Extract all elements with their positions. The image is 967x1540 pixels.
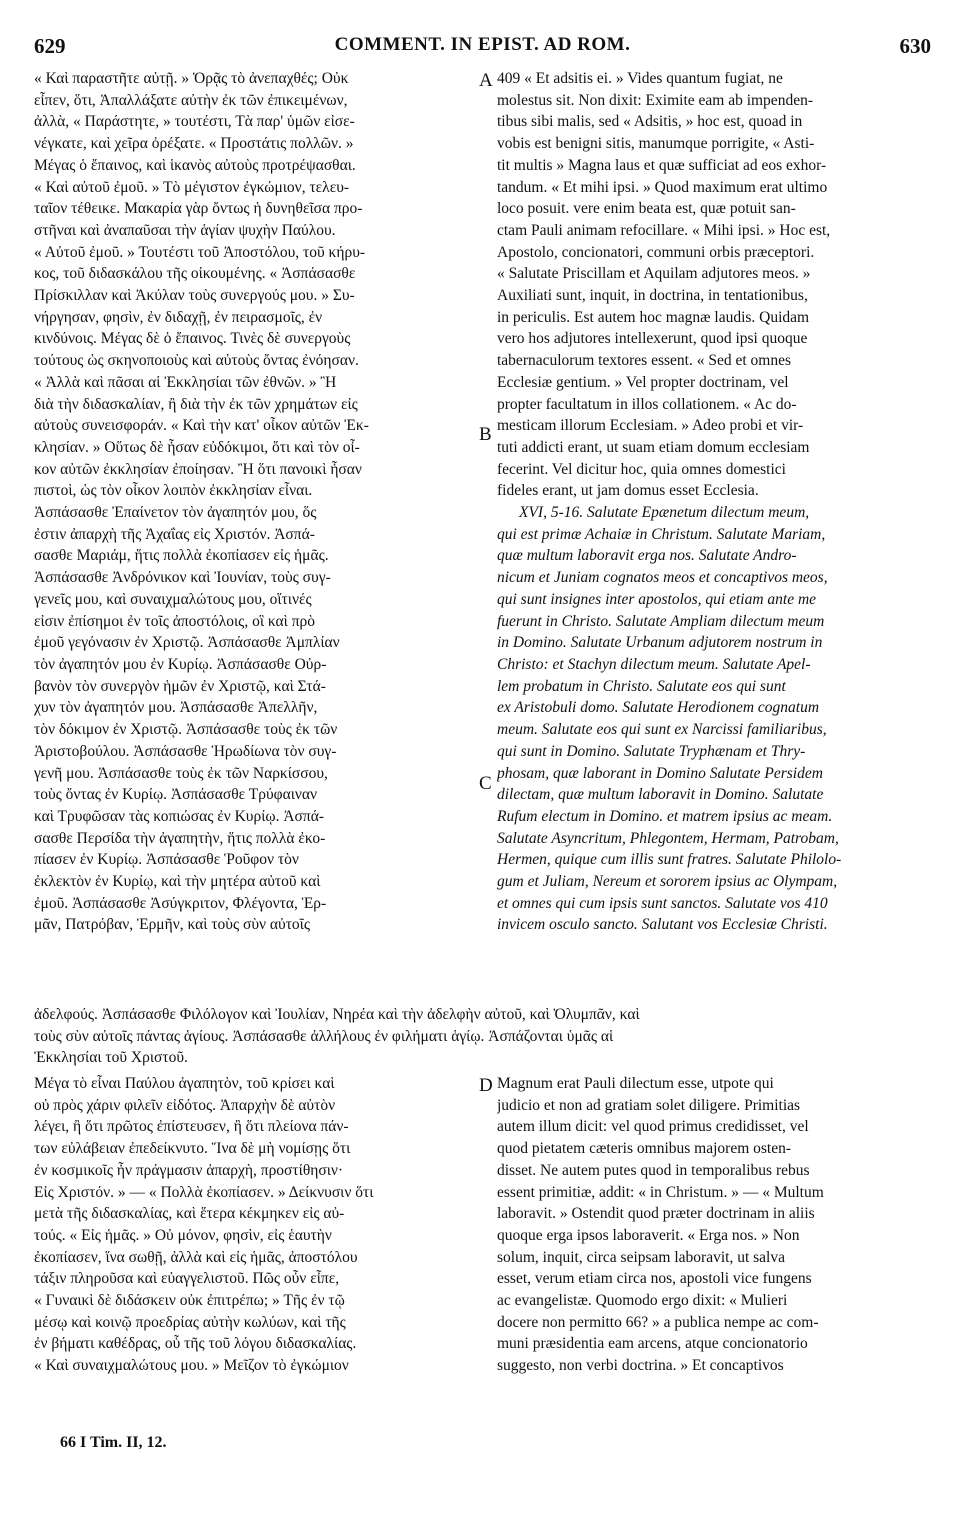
latin-text-line: Auxiliati sunt, inquit, in doctrina, in tentationibus, xyxy=(497,287,808,305)
latin-text-line: Christo: et Stachyn dilectum meum. Salutate Apel- xyxy=(497,655,811,673)
greek-text-line: ἀδελφούς. Ἀσπάσασθε Φιλόλογον καὶ Ἰουλίαν, Νηρέα καὶ τὴν ἀδελφὴν αὐτοῦ, καὶ Ὀλυμπᾶν, καὶ xyxy=(34,1006,640,1023)
greek-text-line: « Αὐτοῦ ἐμοῦ. » Τουτέστι τοῦ Ἀποστόλου, τοῦ κήρυ- xyxy=(34,243,366,261)
latin-text-line: dilectam, quæ multum laboravit in Domino. Salutate xyxy=(497,786,824,804)
greek-text-line: βανὸν τὸν συνεργὸν ἡμῶν ἐν Χριστῷ, καὶ Στά- xyxy=(34,677,326,695)
greek-text-line: των εὐλάβειαν ἐπεδείκνυτο. Ἵνα δὲ μὴ νομίσῃς ὅτι xyxy=(34,1140,351,1158)
greek-text-line: πίασεν ἐν Κυρίῳ. Ἀσπάσασθε Ῥοῦφον τὸν xyxy=(34,851,299,869)
latin-text-line: tit multis » Magna laus et quæ sufficiat ad eos exhor- xyxy=(497,156,827,174)
latin-text-line: qui sunt insignes inter apostolos, qui etiam ante me xyxy=(497,590,817,608)
greek-text-line: στῆναι καὶ ἀναπαῦσαι τὴν ἁγίαν ψυχὴν Παύλου. xyxy=(34,221,336,239)
latin-text-line: Rufum electum in Domino. et matrem ipsius ac meam. xyxy=(497,807,833,825)
latin-text-line: mesticam illorum Ecclesiam. » Adeo probi et vir- xyxy=(497,417,804,435)
latin-text-line: disset. Ne autem putes quod in temporalibus rebus xyxy=(497,1161,810,1179)
section-marker-a: A xyxy=(479,70,493,91)
greek-text-line: αὐτοὺς συνεισφοράν. « Καὶ τὴν κατ' οἶκον αὐτῶν Ἐκ- xyxy=(34,417,369,435)
greek-text-line: γενῆ μου. Ἀσπάσασθε τοὺς ἐκ τῶν Ναρκίσσου, xyxy=(34,764,328,782)
latin-text-line: vobis est benigni sitis, manumque porrigite, « Asti- xyxy=(497,135,815,153)
latin-text-line: solum, inquit, circa seipsam laboravit, ut salva xyxy=(497,1248,785,1266)
greek-text-line: μετὰ τῆς διδασκαλίας, καὶ ἕτερα κέκμηκεν εἰς αὐ- xyxy=(34,1205,345,1223)
greek-text-line: κλησίαν. » Οὕτως δὲ ἦσαν εὐδόκιμοι, ὅτι καὶ τὸν οἶ- xyxy=(34,438,360,456)
latin-text-line: 409 « Et adsitis ei. » Vides quantum fugiat, ne xyxy=(497,70,783,87)
latin-text-line: qui est primæ Achaiæ in Christum. Salutate Mariam, xyxy=(497,525,826,543)
latin-text-line: Apostolo, concionatori, communi orbis præceptori. xyxy=(497,243,815,261)
latin-text-line: in Domino. Salutate Urbanum adjutorem nostrum in xyxy=(497,634,823,652)
latin-text-line: lem probatum in Christo. Salutate eos qui sunt xyxy=(497,677,786,695)
greek-text-line: ἐμοῦ. Ἀσπάσασθε Ἀσύγκριτον, Φλέγοντα, Ἑρ- xyxy=(34,894,327,912)
section-marker-c: C xyxy=(479,773,492,794)
greek-text-line: ἀλλὰ, « Παράστητε, » τουτέστι, Τὰ παρ' ὑμῶν εἰσε- xyxy=(34,113,355,131)
latin-text-line: fuerunt in Christo. Salutate Ampliam dilectum meum xyxy=(497,612,825,630)
greek-text-line: ἐμοῦ γεγόνασιν ἐν Χριστῷ. Ἀσπάσασθε Ἀμπλίαν xyxy=(34,634,340,652)
latin-text-line: phosam, quæ laborant in Domino Salutate Persidem xyxy=(497,764,823,782)
greek-text-line: ἐν βήματι καθέδρας, οὗ τῆς τοῦ λόγου διδασκαλίας. xyxy=(34,1335,357,1353)
latin-text-line: vero hos adjutores intellexerunt, quod ipsi quoque xyxy=(497,330,808,348)
greek-text-line: νέγκατε, καὶ χεῖρα ὀρέξατε. « Προστάτις πολλῶν. » xyxy=(34,135,354,153)
section-marker-b: B xyxy=(479,424,492,445)
latin-text-line: qui sunt in Domino. Salutate Tryphænam et Thry- xyxy=(497,742,806,760)
greek-text-line: σασθε Μαριάμ, ἥτις πολλὰ ἐκοπίασεν εἰς ἡμᾶς. xyxy=(34,547,329,565)
latin-text-line: nicum et Juniam cognatos meos et concaptivos meos, xyxy=(497,569,828,587)
greek-text-line: πιστοὶ, ὡς τὸν οἶκον λοιπὸν ἐκκλησίαν εἶναι. xyxy=(34,482,313,500)
greek-text-line: χυν τὸν ἀγαπητόν μου. Ἀσπάσασθε Ἀπελλῆν, xyxy=(34,699,318,717)
latin-text-line: tabernaculorum textores essent. « Sed et omnes xyxy=(497,352,791,370)
latin-text-line: esset, verum etiam circa nos, apostoli vice fungens xyxy=(497,1270,812,1288)
greek-text-line: Ἐκκλησίαι τοῦ Χριστοῦ. xyxy=(34,1049,188,1067)
greek-text-line: Εἰς Χριστόν. » — « Πολλὰ ἐκοπίασεν. » Δείκνυσιν ὅτι xyxy=(34,1183,374,1201)
latin-text-line: invicem osculo sancto. Salutant vos Ecclesiæ Christi. xyxy=(497,916,828,934)
greek-text-line: Μέγας ὁ ἔπαινος, καὶ ἱκανὸς αὐτοὺς προτρέψασθαι. xyxy=(34,156,356,174)
latin-text-line: meum. Salutate eos qui sunt ex Narcissi familiaribus, xyxy=(497,721,827,739)
greek-text-line: γενεῖς μου, καὶ συναιχμαλώτους μου, οἵτινές xyxy=(34,590,312,608)
greek-text-line: κος, τοῦ διδασκάλου τῆς οἰκουμένης. « Ἀσπάσασθε xyxy=(34,265,356,283)
greek-text-line: « Ἀλλὰ καὶ πᾶσαι αἱ Ἐκκλησίαι τῶν ἐθνῶν. » Ἢ xyxy=(34,373,337,391)
greek-text-line: ἐκοπίασεν, ἵνα σωθῇ, ἀλλὰ καὶ εἰς ἡμᾶς, ἀποστόλου xyxy=(34,1248,358,1266)
latin-text-line: Magnum erat Pauli dilectum esse, utpote qui xyxy=(497,1075,774,1092)
latin-text-line: quæ multum laboravit erga nos. Salutate Andro- xyxy=(497,547,797,565)
latin-text-line: XVI, 5-16. Salutate Epænetum dilectum meum, xyxy=(519,504,810,522)
greek-text-line: τοὺς σὺν αὐτοῖς πάντας ἁγίους. Ἀσπάσασθε ἀλλήλους ἐν φιλήματι ἁγίῳ. Ἀσπάζονται ὑμᾶς αἱ xyxy=(34,1027,614,1045)
greek-text-line: « Καὶ αὐτοῦ ἐμοῦ. » Τὸ μέγιστον ἐγκώμιον, τελευ- xyxy=(34,178,350,196)
latin-text-line: laboravit. » Ostendit quod præter doctrinam in aliis xyxy=(497,1205,815,1223)
latin-text-line: ctam Pauli animam refocillare. « Mihi ipsi. » Hoc est, xyxy=(497,221,831,239)
latin-text-line: et omnes qui cum ipsis sunt sanctos. Salutate vos 410 xyxy=(497,894,828,912)
greek-text-line: εἶπεν, ὅτι, Ἀπαλλάξατε αὐτὴν ἐκ τῶν ἐπικειμένων, xyxy=(34,91,348,109)
latin-text-line: autem illum dicit: vel quod primus credidisset, vel xyxy=(497,1118,809,1136)
greek-text-line: ἐν κοσμικοῖς ἦν πράγμασιν ἀπαρχὴ, προστίθησιν· xyxy=(34,1161,344,1179)
greek-text-line: Ἀσπάσασθε Ἀνδρόνικον καὶ Ἰουνίαν, τοὺς συγ- xyxy=(34,569,331,587)
greek-text-line: ἐκλεκτὸν ἐν Κυρίῳ, καὶ τὴν μητέρα αὐτοῦ καὶ xyxy=(34,873,321,891)
greek-text-line: Ἀριστοβούλου. Ἀσπάσασθε Ἡρωδίωνα τὸν συγ- xyxy=(34,742,337,760)
latin-column-bottom xyxy=(497,1073,934,1377)
latin-text-line: docere non permitto 66? » a publica nempe ac com- xyxy=(497,1313,819,1331)
greek-text-line: τούτους ὡς σκηνοποιοὺς καὶ αὐτοὺς ὄντας ἐνόησαν. xyxy=(34,352,359,370)
greek-text-line: οὐ πρὸς χάριν φιλεῖν εἰδότος. Ἀπαρχὴν δὲ αὐτὸν xyxy=(34,1096,336,1114)
latin-text-line: muni præsidentia eam arcens, atque concionatorio xyxy=(497,1335,808,1353)
greek-text-line: νήργησαν, φησὶν, ἐν διδαχῇ, ἐν πειρασμοῖς, ἐν xyxy=(34,308,323,326)
greek-text-line: κον αὐτῶν ἐκκλησίαν ἐποίησαν. Ἢ ὅτι πανοικὶ ἦσαν xyxy=(34,460,362,478)
latin-text-line: Salutate Asyncritum, Phlegontem, Hermam, Patrobam, xyxy=(497,829,839,847)
latin-text-line: ac evangelistæ. Quomodo ergo dixit: « Mulieri xyxy=(497,1292,788,1310)
greek-column-bottom xyxy=(34,1073,479,1377)
greek-text-line: τοὺς ὄντας ἐν Κυρίῳ. Ἀσπάσασθε Τρύφαιναν xyxy=(34,786,318,804)
latin-text-line: Hermen, quique cum illis sunt fratres. Salutate Philolo- xyxy=(497,851,842,869)
greek-text-line: « Καὶ συναιχμαλώτους μου. » Μεῖζον τὸ ἐγκώμιον xyxy=(34,1357,349,1375)
latin-text-line: fecerint. Vel dicitur hoc, quia omnes domestici xyxy=(497,460,786,478)
latin-text-line: quoque erga ipsos laboraverit. « Erga nos. » Non xyxy=(497,1226,800,1244)
latin-text-line: essent primitiæ, addit: « in Christum. » — « Multum xyxy=(497,1183,824,1201)
latin-text-line: judicio et non ad gratiam solet diligere. Primitias xyxy=(497,1096,801,1114)
greek-text-line: ἐστιν ἀπαρχὴ τῆς Ἀχαΐας εἰς Χριστόν. Ἀσπά- xyxy=(34,525,315,543)
latin-text-line: tandum. « Et mihi ipsi. » Quod maximum erat ultimo xyxy=(497,178,828,196)
greek-text-line: λέγει, ἢ ὅτι πρῶτος ἐπίστευσεν, ἢ ὅτι πλείονα πάν- xyxy=(34,1118,349,1136)
footnote: 66 I Tim. II, 12. xyxy=(60,1434,167,1451)
section-marker-d: D xyxy=(479,1075,493,1096)
greek-text-line: τὸν δόκιμον ἐν Χριστῷ. Ἀσπάσασθε τοὺς ἐκ τῶν xyxy=(34,721,338,739)
latin-text-line: suggesto, non verbi doctrina. » Et concaptivos xyxy=(497,1357,784,1375)
latin-text-line: gum et Juliam, Nereum et sororem ipsius ac Olympam, xyxy=(497,873,838,891)
greek-text-line: διὰ τὴν διδασκαλίαν, ἢ διὰ τὴν ἐκ τῶν χρημάτων εἰς xyxy=(34,395,358,413)
right-page-number: 630 xyxy=(899,34,931,58)
latin-text-line: « Salutate Priscillam et Aquilam adjutores meos. » xyxy=(497,265,811,283)
latin-text-line: ex Aristobuli domo. Salutate Herodionem cognatum xyxy=(497,699,820,717)
running-title: COMMENT. IN EPIST. AD ROM. xyxy=(334,34,631,55)
latin-text-line: Ecclesiæ gentium. » Vel propter doctrinam, vel xyxy=(497,373,789,391)
latin-text-line: tuti addicti erant, ut suam etiam domum ecclesiam xyxy=(497,438,810,456)
greek-text-line: σασθε Περσίδα τὴν ἀγαπητὴν, ἥτις πολλὰ ἐκο- xyxy=(34,829,326,847)
greek-text-line: τούς. « Εἰς ἡμᾶς. » Οὐ μόνον, φησὶν, εἰς ἑαυτὴν xyxy=(34,1226,332,1244)
latin-text-line: fideles erant, ut jam domus esset Ecclesia. xyxy=(497,482,759,500)
greek-text-line: Πρίσκιλλαν καὶ Ἀκύλαν τοὺς συνεργούς μου. » Συ- xyxy=(34,287,355,305)
latin-text-line: propter facultatum in illos collationem. « Ac do- xyxy=(497,395,797,413)
greek-text-line: μέσῳ καὶ κοινῷ προεδρίας αὐτὴν κωλύων, καὶ τῆς xyxy=(34,1313,346,1331)
latin-text-line: molestus sit. Non dixit: Eximite eam ab impenden- xyxy=(497,91,813,109)
greek-text-line: Μέγα τὸ εἶναι Παύλου ἀγαπητὸν, τοῦ κρίσει καὶ xyxy=(34,1075,335,1092)
latin-text-line: quod pietatem cæteris omnibus majorem osten- xyxy=(497,1140,792,1158)
greek-text-line: εἰσιν ἐπίσημοι ἐν τοῖς ἀποστόλοις, οἳ καὶ πρὸ xyxy=(34,612,316,630)
left-page-number: 629 xyxy=(34,34,66,58)
latin-text-line: tibus sibi malis, sed « Adsitis, » hoc est, quoad in xyxy=(497,113,803,131)
greek-column-top xyxy=(34,68,479,936)
latin-column-top xyxy=(497,68,934,936)
greek-text-line: ταῖον τέθεικε. Μακαρία γὰρ ὄντως ἡ δυνηθεῖσα προ- xyxy=(34,200,363,218)
latin-text-line: loco posuit. vere enim beata est, quæ potuit san- xyxy=(497,200,796,218)
greek-text-line: μᾶν, Πατρόβαν, Ἑρμῆν, καὶ τοὺς σὺν αὐτοῖς xyxy=(34,916,310,934)
page-header xyxy=(34,34,931,62)
greek-text-line: « Γυναικὶ δὲ διδάσκειν οὐκ ἐπιτρέπω; » Τῆς ἐν τῷ xyxy=(34,1292,345,1310)
greek-text-line: τάξιν πληροῦσα καὶ εὐαγγελιστοῦ. Πῶς οὖν εἶπε, xyxy=(34,1270,340,1288)
greek-full-width-lines xyxy=(34,1004,934,1069)
greek-text-line: « Καὶ παραστῆτε αὐτῇ. » Ὁρᾷς τὸ ἀνεπαχθές; Οὐκ xyxy=(34,70,349,87)
greek-text-line: Ἀσπάσασθε Ἐπαίνετον τὸν ἀγαπητόν μου, ὅς xyxy=(34,504,317,522)
greek-text-line: καὶ Τρυφῶσαν τὰς κοπιώσας ἐν Κυρίῳ. Ἀσπά- xyxy=(34,807,324,825)
greek-text-line: τὸν ἀγαπητόν μου ἐν Κυρίῳ. Ἀσπάσασθε Οὐρ- xyxy=(34,655,327,673)
latin-text-line: in periculis. Est autem hoc magnæ laudis. Quidam xyxy=(497,308,810,326)
greek-text-line: κινδύνοις. Μέγας δὲ ὁ ἔπαινος. Τινὲς δὲ συνεργοὺς xyxy=(34,330,351,348)
